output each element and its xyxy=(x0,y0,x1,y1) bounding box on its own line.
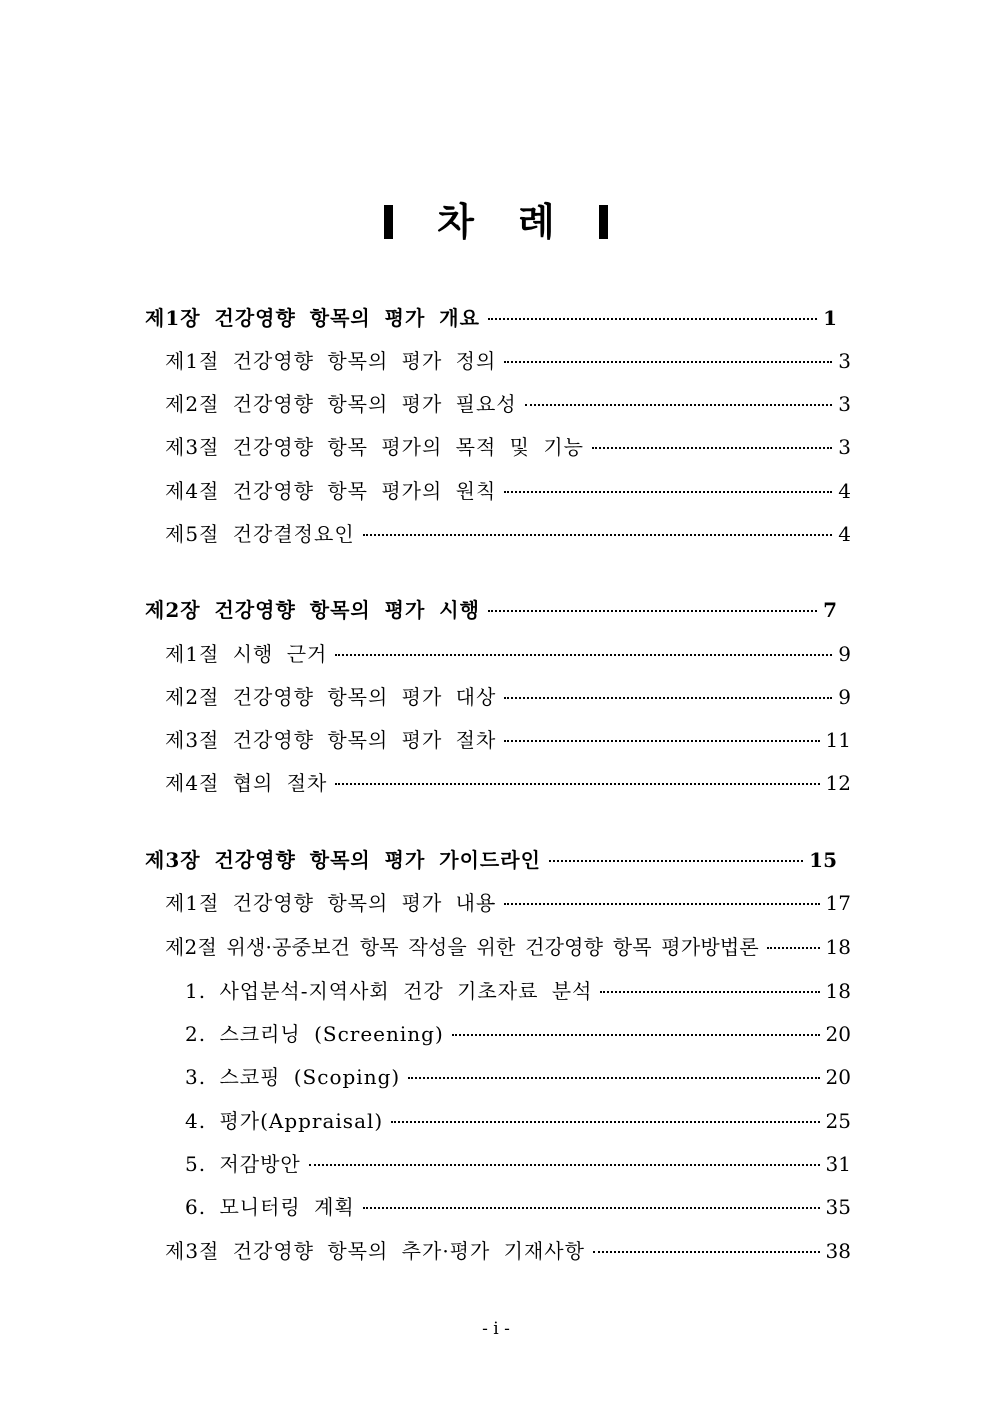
dot-leader xyxy=(767,947,820,949)
dot-leader xyxy=(488,318,817,320)
toc-page-number: 11 xyxy=(825,728,851,752)
toc-page-number: 25 xyxy=(825,1109,851,1133)
toc-item-3-2-5[interactable] xyxy=(185,1149,851,1179)
toc-section-label: 제4절 협의 절차 xyxy=(165,771,328,795)
dot-leader xyxy=(309,1164,820,1166)
toc-section-2-3[interactable] xyxy=(165,725,851,755)
toc-item-label: 1. 사업분석-지역사회 건강 기초자료 분석 xyxy=(185,979,593,1003)
toc-chapter-label: 제2장 건강영향 항목의 평가 시행 xyxy=(145,598,480,622)
toc-page-number: 20 xyxy=(825,1022,851,1046)
toc-section-label: 제2절 건강영향 항목의 평가 필요성 xyxy=(165,392,517,416)
toc-page-number: 1 xyxy=(823,306,837,330)
dot-leader xyxy=(504,361,832,363)
toc-section-2-1[interactable] xyxy=(165,639,851,669)
toc-item-label: 3. 스코핑 (Scoping) xyxy=(185,1065,401,1089)
toc-item-3-2-2[interactable] xyxy=(185,1019,851,1049)
toc-section-label: 제4절 건강영향 항목 평가의 원칙 xyxy=(165,479,497,503)
toc-item-label: 6. 모니터링 계획 xyxy=(185,1195,355,1219)
dot-leader xyxy=(408,1077,819,1079)
toc-section-3-2[interactable] xyxy=(165,932,851,962)
dot-leader xyxy=(504,491,832,493)
toc-page-number: 4 xyxy=(838,522,851,546)
toc-page-number: 18 xyxy=(825,935,851,959)
dot-leader xyxy=(592,447,832,449)
toc-section-label: 제1절 시행 근거 xyxy=(165,642,328,666)
dot-leader xyxy=(452,1034,820,1036)
toc-section-1-3[interactable] xyxy=(165,432,851,462)
toc-page-number: 12 xyxy=(825,771,851,795)
dot-leader xyxy=(600,991,819,993)
toc-section-label: 제1절 건강영향 항목의 평가 내용 xyxy=(165,891,497,915)
dot-leader xyxy=(391,1121,819,1123)
toc-section-1-1[interactable] xyxy=(165,346,851,376)
toc-chapter-3[interactable] xyxy=(145,845,837,875)
toc-item-3-2-6[interactable] xyxy=(185,1192,851,1222)
dot-leader xyxy=(504,903,819,905)
toc-page-number: 7 xyxy=(823,598,837,622)
toc-item-3-2-4[interactable] xyxy=(185,1106,851,1136)
title-char-2: 례 xyxy=(518,200,555,244)
dot-leader xyxy=(363,1207,820,1209)
toc-section-2-2[interactable] xyxy=(165,682,851,712)
toc-page-number: 9 xyxy=(838,685,851,709)
toc-section-label: 제2절 건강영향 항목의 평가 대상 xyxy=(165,685,497,709)
toc-item-label: 5. 저감방안 xyxy=(185,1152,301,1176)
toc-section-3-1[interactable] xyxy=(165,888,851,918)
toc-page-number: 38 xyxy=(825,1239,851,1263)
dot-leader xyxy=(335,654,832,656)
toc-section-label: 제2절 위생·공중보건 항목 작성을 위한 건강영향 항목 평가방법론 xyxy=(165,935,759,959)
toc-page-number: 18 xyxy=(825,979,851,1003)
toc-page-number: 4 xyxy=(838,479,851,503)
toc-section-1-4[interactable] xyxy=(165,476,851,506)
dot-leader xyxy=(593,1251,820,1253)
toc-section-1-5[interactable] xyxy=(165,519,851,549)
toc-page-number: 35 xyxy=(825,1195,851,1219)
toc-item-3-2-1[interactable] xyxy=(185,976,851,1006)
toc-item-3-2-3[interactable] xyxy=(185,1062,851,1092)
toc-item-label: 4. 평가(Appraisal) xyxy=(185,1109,384,1133)
toc-chapter-label: 제3장 건강영향 항목의 평가 가이드라인 xyxy=(145,848,541,872)
dot-leader xyxy=(363,534,833,536)
toc-section-2-4[interactable] xyxy=(165,768,851,798)
title-char-1: 차 xyxy=(437,200,474,244)
dot-leader xyxy=(504,697,832,699)
toc-section-label: 제3절 건강영향 항목 평가의 목적 및 기능 xyxy=(165,435,584,459)
toc-section-3-3[interactable] xyxy=(165,1236,851,1266)
dot-leader xyxy=(335,783,819,785)
toc-chapter-1[interactable] xyxy=(145,303,837,333)
toc-section-label: 제5절 건강결정요인 xyxy=(165,522,355,546)
toc-item-label: 2. 스크리닝 (Screening) xyxy=(185,1022,444,1046)
toc-page-number: 20 xyxy=(825,1065,851,1089)
toc-chapter-label: 제1장 건강영향 항목의 평가 개요 xyxy=(145,306,480,330)
toc-section-label: 제1절 건강영향 항목의 평가 정의 xyxy=(165,349,497,373)
toc-page-number: 15 xyxy=(809,848,837,872)
page-footer-number: - i - xyxy=(482,1319,510,1339)
toc-page-number: 9 xyxy=(838,642,851,666)
dot-leader xyxy=(504,740,819,742)
toc-page-number: 3 xyxy=(838,435,851,459)
dot-leader xyxy=(525,404,833,406)
toc-section-1-2[interactable] xyxy=(165,389,851,419)
toc-page-number: 3 xyxy=(838,349,851,373)
toc-chapter-2[interactable] xyxy=(145,595,837,625)
dot-leader xyxy=(488,610,817,612)
toc-page-number: 3 xyxy=(838,392,851,416)
toc-page-number: 17 xyxy=(825,891,851,915)
toc-page-number: 31 xyxy=(825,1152,851,1176)
toc-section-label: 제3절 건강영향 항목의 평가 절차 xyxy=(165,728,497,752)
dot-leader xyxy=(549,860,803,862)
toc-section-label: 제3절 건강영향 항목의 추가·평가 기재사항 xyxy=(165,1239,585,1263)
